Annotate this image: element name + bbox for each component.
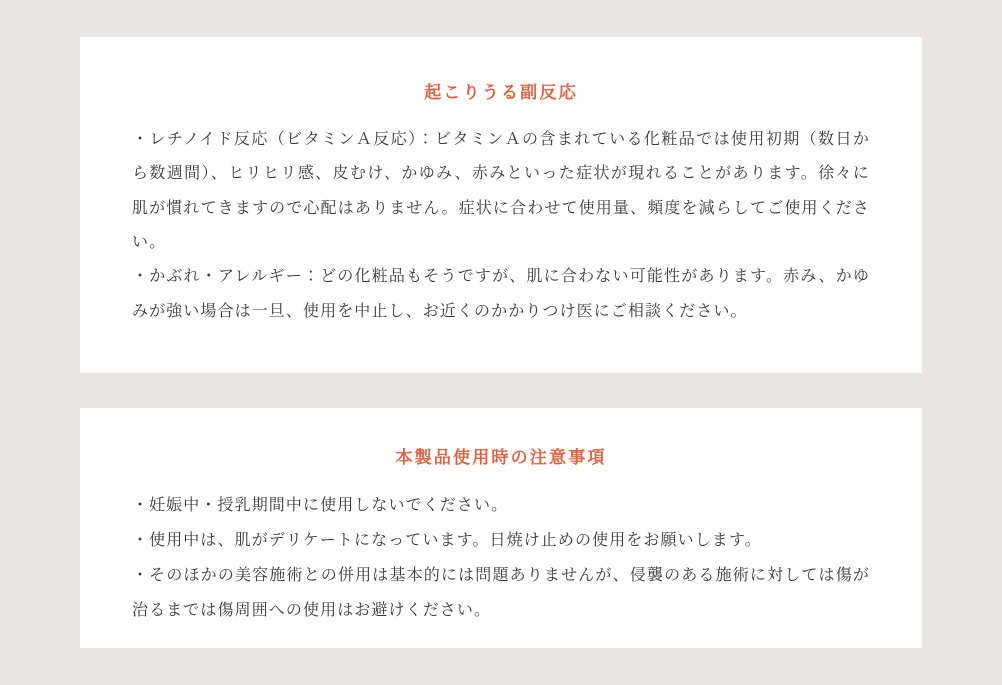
precautions-body (132, 488, 870, 629)
precautions-paragraph-1: ・妊娠中・授乳期間中に使用しないでください。 (132, 496, 509, 514)
precautions-heading: 本製品使用時の注意事項 (395, 448, 607, 467)
side-effects-paragraph-2: ・かぶれ・アレルギー：どの化粧品もそうですが、肌に合わない可能性があります。赤み、かゆみが強い場合は一旦、使用を中止し、お近くのかかりつけ医にご相談ください。 (132, 268, 870, 320)
precautions-paragraph-3: ・そのほかの美容施術との併用は基本的には問題ありませんが、侵襲のある施術に対しては傷が治るまでは傷周囲への使用はお避けください。 (132, 567, 870, 620)
side-effects-paragraph-1: ・レチノイド反応（ビタミンＡ反応）：ビタミンＡの含まれている化粧品では使用初期（数日から数週間）、ヒリヒリ感、皮むけ、かゆみ、赤みといった症状が現れることがあります。徐々に肌が慣れてきますので心配はありません。症状に合わせて使用量、頻度を減らしてご使用ください。 (132, 130, 870, 251)
side-effects-heading: 起こりうる副反応 (424, 83, 578, 102)
side-effects-card (80, 37, 922, 373)
side-effects-body (132, 123, 870, 329)
precautions-card (80, 408, 922, 648)
precautions-paragraph-2: ・使用中は、肌がデリケートになっています。日焼け止めの使用をお願いします。 (132, 531, 762, 549)
